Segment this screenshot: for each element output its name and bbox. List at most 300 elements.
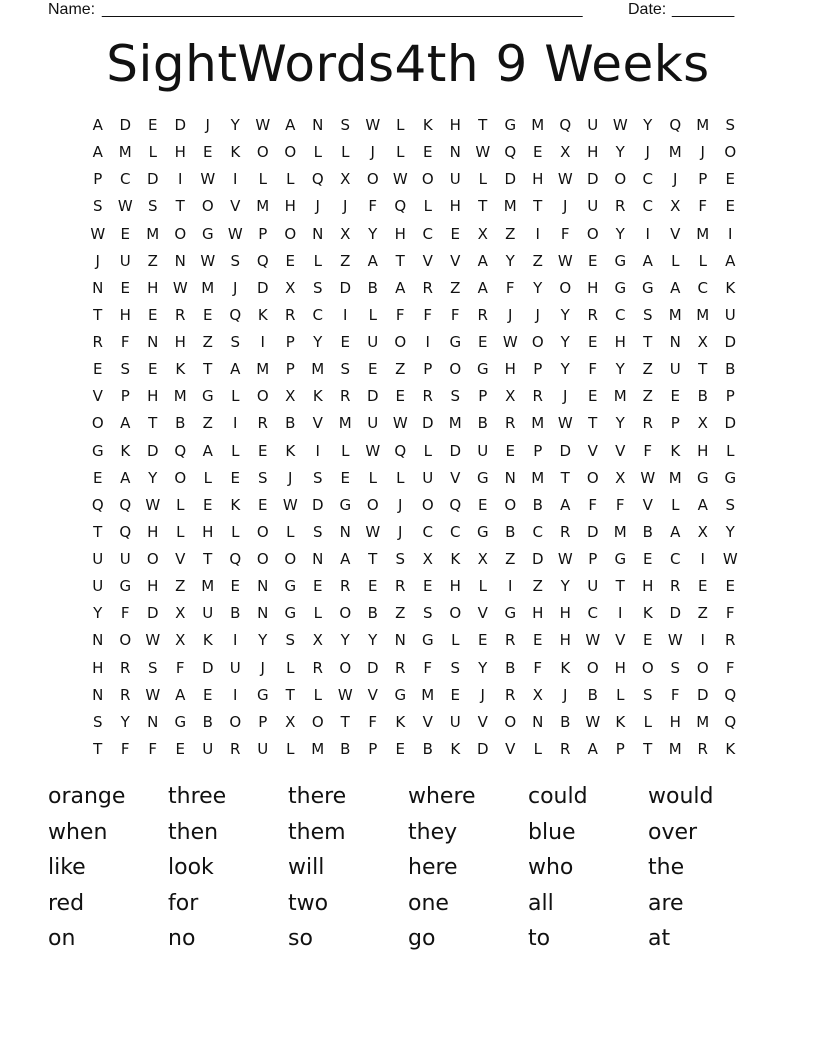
word-bank-item: three <box>168 784 227 809</box>
grid-letter: G <box>421 631 434 650</box>
grid-letter: Y <box>120 712 130 731</box>
grid-row <box>84 627 744 654</box>
grid-letter: K <box>560 658 571 677</box>
word-bank-item: look <box>168 855 214 880</box>
grid-letter: R <box>395 577 406 596</box>
grid-letter: G <box>476 468 489 487</box>
grid-letter: Q <box>504 143 517 162</box>
grid-letter: L <box>643 712 652 731</box>
grid-letter: O <box>311 712 324 731</box>
grid-letter: P <box>368 739 378 758</box>
grid-letter: U <box>202 739 214 758</box>
grid-row <box>84 600 744 627</box>
grid-letter: F <box>368 712 378 731</box>
grid-letter: A <box>92 116 103 135</box>
grid-letter: S <box>395 550 406 569</box>
grid-letter: P <box>478 387 488 406</box>
grid-letter: S <box>312 468 323 487</box>
grid-letter: Z <box>395 360 406 379</box>
grid-letter: W <box>117 197 133 216</box>
grid-letter: M <box>531 116 545 135</box>
grid-letter: J <box>563 387 568 406</box>
word-bank-item: are <box>648 890 684 916</box>
grid-letter: Q <box>229 305 242 324</box>
grid-letter: E <box>285 251 295 270</box>
grid-letter: E <box>505 441 515 460</box>
grid-letter: X <box>422 550 433 569</box>
grid-letter: W <box>585 631 601 650</box>
grid-letter: E <box>203 143 213 162</box>
grid-letter: E <box>203 685 213 704</box>
grid-letter: O <box>586 224 599 243</box>
grid-letter: M <box>173 387 187 406</box>
grid-letter: G <box>504 116 517 135</box>
grid-letter: R <box>422 278 433 297</box>
grid-letter: W <box>365 441 381 460</box>
grid-letter: R <box>615 197 626 216</box>
grid-letter: E <box>230 577 240 596</box>
grid-letter: I <box>700 631 705 650</box>
grid-row <box>84 546 744 573</box>
grid-letter: U <box>92 577 104 596</box>
grid-letter: Z <box>450 278 461 297</box>
grid-letter: K <box>257 305 268 324</box>
grid-letter: H <box>449 116 461 135</box>
grid-row <box>84 492 744 519</box>
grid-letter: C <box>615 305 626 324</box>
grid-letter: B <box>367 604 378 623</box>
grid-letter: L <box>478 577 487 596</box>
grid-letter: L <box>231 387 240 406</box>
grid-letter: F <box>120 604 130 623</box>
grid-letter: D <box>586 170 599 189</box>
grid-letter: G <box>284 577 297 596</box>
grid-letter: T <box>560 468 570 487</box>
grid-letter: R <box>560 522 571 541</box>
grid-letter: L <box>616 685 625 704</box>
grid-letter: O <box>449 604 462 623</box>
grid-letter: W <box>145 685 161 704</box>
grid-letter: H <box>587 278 599 297</box>
grid-letter: U <box>449 712 461 731</box>
grid-letter: K <box>450 739 461 758</box>
grid-letter: O <box>284 143 297 162</box>
grid-letter: W <box>200 170 216 189</box>
grid-letter: I <box>618 604 623 623</box>
grid-letter: G <box>504 604 517 623</box>
grid-letter: M <box>311 360 325 379</box>
grid-letter: L <box>286 522 295 541</box>
grid-letter: P <box>588 550 598 569</box>
word-bank-item: orange <box>48 784 126 809</box>
grid-letter: L <box>286 170 295 189</box>
grid-letter: M <box>696 224 710 243</box>
grid-letter: E <box>175 739 185 758</box>
grid-letter: E <box>478 631 488 650</box>
grid-letter: L <box>176 522 185 541</box>
grid-letter: C <box>532 522 543 541</box>
grid-row <box>84 112 744 139</box>
grid-letter: W <box>337 685 353 704</box>
grid-letter: E <box>670 387 680 406</box>
grid-letter: F <box>615 495 625 514</box>
grid-letter: C <box>312 305 323 324</box>
grid-letter: H <box>449 197 461 216</box>
grid-letter: G <box>641 278 654 297</box>
grid-letter: N <box>92 685 104 704</box>
grid-letter: M <box>696 305 710 324</box>
grid-letter: Q <box>311 170 324 189</box>
grid-letter: T <box>148 414 158 433</box>
grid-letter: E <box>340 468 350 487</box>
grid-letter: D <box>724 414 737 433</box>
grid-letter: T <box>340 712 350 731</box>
grid-letter: W <box>145 495 161 514</box>
grid-letter: Y <box>368 224 378 243</box>
grid-letter: A <box>340 550 351 569</box>
grid-letter: C <box>450 522 461 541</box>
word-bank-item: would <box>648 784 714 809</box>
grid-letter: P <box>258 224 268 243</box>
grid-letter: A <box>477 278 488 297</box>
grid-letter: L <box>286 739 295 758</box>
grid-letter: V <box>615 631 626 650</box>
grid-letter: S <box>422 604 433 623</box>
grid-letter: A <box>367 251 378 270</box>
grid-letter: K <box>450 550 461 569</box>
grid-letter: N <box>394 631 406 650</box>
grid-letter: H <box>669 712 681 731</box>
grid-letter: E <box>698 577 708 596</box>
grid-letter: D <box>531 550 544 569</box>
grid-letter: P <box>285 360 295 379</box>
grid-letter: B <box>725 360 736 379</box>
grid-letter: K <box>642 604 653 623</box>
grid-letter: O <box>146 550 159 569</box>
grid-letter: Z <box>395 604 406 623</box>
grid-letter: O <box>366 170 379 189</box>
grid-letter: B <box>175 414 186 433</box>
grid-letter: C <box>587 604 598 623</box>
grid-letter: U <box>229 658 241 677</box>
grid-letter: H <box>119 305 131 324</box>
grid-letter: R <box>285 305 296 324</box>
grid-letter: X <box>670 197 681 216</box>
grid-letter: H <box>642 577 654 596</box>
grid-letter: K <box>670 441 681 460</box>
grid-letter: P <box>93 170 103 189</box>
word-bank-item: blue <box>528 819 576 845</box>
grid-letter: W <box>557 550 573 569</box>
grid-letter: G <box>614 278 627 297</box>
grid-letter: E <box>395 739 405 758</box>
grid-letter: R <box>120 658 131 677</box>
grid-letter: T <box>478 197 488 216</box>
grid-letter: U <box>477 441 489 460</box>
grid-letter: L <box>341 441 350 460</box>
grid-letter: V <box>367 685 378 704</box>
word-bank-item: at <box>648 926 671 951</box>
grid-letter: R <box>257 414 268 433</box>
grid-letter: U <box>92 550 104 569</box>
grid-letter: O <box>256 143 269 162</box>
grid-letter: H <box>532 170 544 189</box>
grid-letter: E <box>533 631 543 650</box>
grid-letter: E <box>120 224 130 243</box>
grid-letter: R <box>120 685 131 704</box>
grid-letter: M <box>503 197 517 216</box>
grid-letter: F <box>120 739 130 758</box>
grid-letter: Z <box>697 604 708 623</box>
grid-letter: J <box>535 305 540 324</box>
grid-letter: I <box>645 224 650 243</box>
grid-letter: R <box>395 658 406 677</box>
grid-letter: E <box>368 360 378 379</box>
grid-letter: Q <box>559 116 572 135</box>
grid-letter: H <box>394 224 406 243</box>
grid-letter: U <box>587 116 599 135</box>
grid-letter: V <box>92 387 103 406</box>
grid-letter: W <box>612 116 628 135</box>
word-bank-item: will <box>288 855 325 880</box>
word-bank <box>48 779 768 957</box>
grid-letter: V <box>422 251 433 270</box>
grid-letter: Z <box>147 251 158 270</box>
grid-letter: O <box>531 333 544 352</box>
grid-letter: W <box>475 143 491 162</box>
grid-letter: F <box>588 495 598 514</box>
grid-letter: A <box>587 739 598 758</box>
grid-row <box>84 438 744 465</box>
grid-letter: Z <box>532 577 543 596</box>
grid-letter: W <box>667 631 683 650</box>
grid-letter: N <box>312 116 324 135</box>
word-bank-item: they <box>408 819 458 845</box>
grid-letter: L <box>341 143 350 162</box>
grid-letter: M <box>201 577 215 596</box>
grid-letter: Y <box>615 143 625 162</box>
grid-letter: M <box>696 712 710 731</box>
grid-letter: N <box>92 278 104 297</box>
grid-letter: X <box>340 170 351 189</box>
grid-letter: L <box>396 468 405 487</box>
grid-letter: H <box>697 441 709 460</box>
grid-letter: M <box>448 414 462 433</box>
grid-letter: S <box>670 658 681 677</box>
grid-letter: D <box>504 170 517 189</box>
grid-letter: N <box>312 224 324 243</box>
grid-letter: Q <box>394 197 407 216</box>
grid-row <box>84 193 744 220</box>
grid-letter: X <box>312 631 323 650</box>
grid-row <box>84 139 744 166</box>
grid-letter: S <box>725 495 736 514</box>
grid-letter: O <box>91 414 104 433</box>
grid-letter: M <box>311 739 325 758</box>
grid-letter: A <box>230 360 241 379</box>
grid-letter: F <box>725 658 735 677</box>
grid-letter: I <box>343 305 348 324</box>
grid-letter: E <box>395 387 405 406</box>
grid-letter: M <box>256 360 270 379</box>
grid-letter: Z <box>340 251 351 270</box>
grid-letter: E <box>725 197 735 216</box>
grid-letter: R <box>505 414 516 433</box>
grid-letter: F <box>505 278 515 297</box>
grid-letter: F <box>120 333 130 352</box>
grid-letter: O <box>504 712 517 731</box>
grid-letter: J <box>260 658 265 677</box>
grid-letter: G <box>201 224 214 243</box>
grid-letter: M <box>668 739 682 758</box>
grid-row <box>84 275 744 302</box>
grid-letter: X <box>477 224 488 243</box>
grid-letter: M <box>696 116 710 135</box>
grid-letter: A <box>285 116 296 135</box>
grid-letter: V <box>587 441 598 460</box>
grid-letter: S <box>285 631 296 650</box>
grid-letter: K <box>395 712 406 731</box>
grid-letter: K <box>175 360 186 379</box>
grid-letter: U <box>367 414 379 433</box>
word-bank-item: on <box>48 926 76 951</box>
grid-letter: S <box>312 278 323 297</box>
grid-letter: L <box>176 495 185 514</box>
letter-grid <box>84 112 744 763</box>
grid-letter: E <box>340 333 350 352</box>
grid-letter: H <box>587 143 599 162</box>
grid-letter: F <box>670 685 680 704</box>
page-title: SightWords4th 9 Weeks <box>106 35 710 93</box>
grid-letter: X <box>560 143 571 162</box>
grid-letter: M <box>668 468 682 487</box>
grid-letter: N <box>449 143 461 162</box>
grid-letter: N <box>147 333 159 352</box>
grid-letter: G <box>256 685 269 704</box>
grid-letter: X <box>697 522 708 541</box>
grid-letter: Y <box>560 360 570 379</box>
grid-letter: S <box>230 251 241 270</box>
grid-letter: S <box>450 387 461 406</box>
grid-letter: A <box>670 522 681 541</box>
grid-letter: S <box>147 658 158 677</box>
grid-letter: H <box>147 522 159 541</box>
grid-letter: T <box>643 333 653 352</box>
grid-letter: I <box>178 170 183 189</box>
name-label: Name: <box>48 1 96 18</box>
grid-letter: P <box>670 414 680 433</box>
grid-letter: Q <box>669 116 682 135</box>
grid-letter: E <box>725 170 735 189</box>
grid-letter: R <box>505 631 516 650</box>
grid-letter: L <box>368 305 377 324</box>
grid-letter: G <box>724 468 737 487</box>
grid-letter: Q <box>394 441 407 460</box>
word-bank-item: no <box>168 926 196 951</box>
grid-letter: G <box>339 495 352 514</box>
grid-letter: O <box>504 495 517 514</box>
grid-letter: L <box>313 143 322 162</box>
date-field: _______ <box>672 1 735 18</box>
grid-letter: D <box>366 387 379 406</box>
grid-row <box>84 655 744 682</box>
grid-letter: Y <box>478 658 488 677</box>
grid-letter: H <box>147 577 159 596</box>
grid-letter: O <box>586 658 599 677</box>
grid-letter: F <box>725 604 735 623</box>
grid-letter: N <box>174 251 186 270</box>
grid-row <box>84 166 744 193</box>
grid-letter: M <box>421 685 435 704</box>
grid-letter: T <box>478 116 488 135</box>
grid-letter: E <box>258 495 268 514</box>
grid-letter: A <box>202 441 213 460</box>
grid-letter: E <box>148 360 158 379</box>
grid-letter: W <box>392 170 408 189</box>
grid-letter: J <box>398 522 403 541</box>
grid-letter: F <box>423 658 433 677</box>
grid-letter: A <box>395 278 406 297</box>
grid-letter: Z <box>202 333 213 352</box>
grid-letter: T <box>698 360 708 379</box>
word-bank-item: over <box>648 819 698 845</box>
grid-letter: D <box>449 441 462 460</box>
grid-letter: L <box>313 685 322 704</box>
grid-letter: E <box>533 143 543 162</box>
grid-letter: Y <box>368 631 378 650</box>
grid-letter: K <box>202 631 213 650</box>
grid-letter: B <box>560 712 571 731</box>
grid-letter: P <box>120 387 130 406</box>
grid-letter: A <box>697 495 708 514</box>
word-bank-item: for <box>168 890 199 916</box>
name-field: ______________________________________________________ <box>102 1 583 18</box>
grid-letter: E <box>423 577 433 596</box>
grid-letter: D <box>339 278 352 297</box>
grid-letter: W <box>365 116 381 135</box>
grid-letter: O <box>586 468 599 487</box>
grid-letter: B <box>202 712 213 731</box>
grid-letter: H <box>174 143 186 162</box>
grid-letter: L <box>478 170 487 189</box>
grid-letter: W <box>557 414 573 433</box>
grid-letter: E <box>230 468 240 487</box>
grid-letter: H <box>449 577 461 596</box>
grid-letter: V <box>477 604 488 623</box>
grid-letter: N <box>669 333 681 352</box>
grid-letter: Q <box>174 441 187 460</box>
grid-letter: J <box>370 143 375 162</box>
grid-letter: K <box>422 116 433 135</box>
grid-letter: P <box>698 170 708 189</box>
grid-letter: I <box>233 170 238 189</box>
grid-letter: K <box>312 387 323 406</box>
grid-letter: V <box>230 197 241 216</box>
grid-letter: R <box>532 387 543 406</box>
grid-letter: R <box>670 577 681 596</box>
grid-letter: W <box>365 522 381 541</box>
grid-letter: H <box>504 360 516 379</box>
grid-letter: J <box>480 685 485 704</box>
grid-letter: O <box>284 224 297 243</box>
grid-letter: J <box>398 495 403 514</box>
grid-letter: R <box>477 305 488 324</box>
grid-letter: W <box>557 251 573 270</box>
grid-letter: L <box>231 522 240 541</box>
grid-letter: S <box>642 685 653 704</box>
grid-letter: H <box>147 278 159 297</box>
grid-letter: D <box>476 739 489 758</box>
